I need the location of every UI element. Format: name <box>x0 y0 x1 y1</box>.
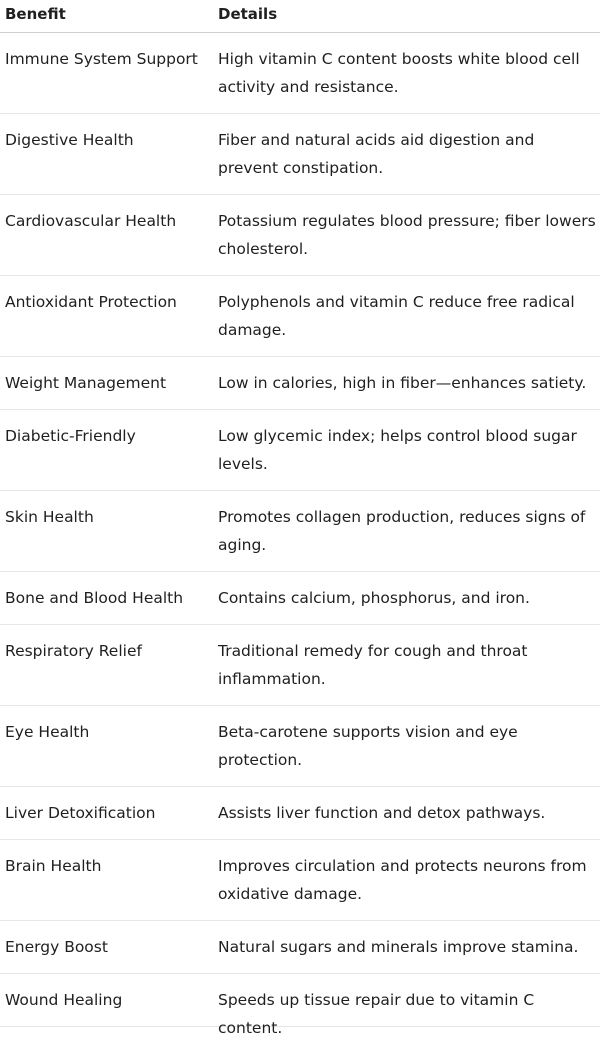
details-cell: High vitamin C content boosts white blood cell activity and resistance. <box>218 50 580 96</box>
details-cell: Promotes collagen production, reduces signs of aging. <box>218 508 586 554</box>
details-cell: Low in calories, high in fiber—enhances satiety. <box>218 374 587 392</box>
benefit-cell: Cardiovascular Health <box>5 212 177 230</box>
table-row <box>0 625 600 706</box>
table-row <box>0 840 600 921</box>
details-cell: Fiber and natural acids aid digestion and prevent constipation. <box>218 131 535 177</box>
details-cell: Contains calcium, phosphorus, and iron. <box>218 589 530 607</box>
table-row <box>0 706 600 787</box>
table-row <box>0 195 600 276</box>
details-cell: Traditional remedy for cough and throat inflammation. <box>218 642 528 688</box>
details-cell: Potassium regulates blood pressure; fiber lowers cholesterol. <box>218 212 596 258</box>
benefit-cell: Liver Detoxification <box>5 804 156 822</box>
table-row <box>0 114 600 195</box>
benefit-cell: Respiratory Relief <box>5 642 142 660</box>
details-cell: Assists liver function and detox pathways. <box>218 804 546 822</box>
table-row <box>0 410 600 491</box>
benefit-cell: Brain Health <box>5 857 102 875</box>
header-details: Details <box>218 5 278 23</box>
table-row <box>0 276 600 357</box>
header-benefit: Benefit <box>5 5 66 23</box>
benefit-cell: Immune System Support <box>5 50 198 68</box>
table-row <box>0 357 600 410</box>
table-row <box>0 921 600 974</box>
benefit-cell: Weight Management <box>5 374 167 392</box>
benefit-cell: Wound Healing <box>5 991 123 1009</box>
benefit-cell: Eye Health <box>5 723 90 741</box>
details-cell: Beta-carotene supports vision and eye protection. <box>218 723 518 769</box>
details-cell: Improves circulation and protects neurons from oxidative damage. <box>218 857 587 903</box>
benefit-cell: Bone and Blood Health <box>5 589 184 607</box>
details-cell: Low glycemic index; helps control blood sugar levels. <box>218 427 577 473</box>
table-row <box>0 572 600 625</box>
table-row <box>0 33 600 114</box>
benefit-cell: Diabetic-Friendly <box>5 427 136 445</box>
benefit-cell: Skin Health <box>5 508 94 526</box>
table-row <box>0 787 600 840</box>
table-row <box>0 491 600 572</box>
benefit-cell: Digestive Health <box>5 131 134 149</box>
benefit-cell: Energy Boost <box>5 938 108 956</box>
details-cell: Speeds up tissue repair due to vitamin C content. <box>218 991 535 1037</box>
table-header-row <box>0 0 600 33</box>
table-row <box>0 974 600 1037</box>
details-cell: Natural sugars and minerals improve stamina. <box>218 938 579 956</box>
details-cell: Polyphenols and vitamin C reduce free radical damage. <box>218 293 575 339</box>
benefit-cell: Antioxidant Protection <box>5 293 177 311</box>
